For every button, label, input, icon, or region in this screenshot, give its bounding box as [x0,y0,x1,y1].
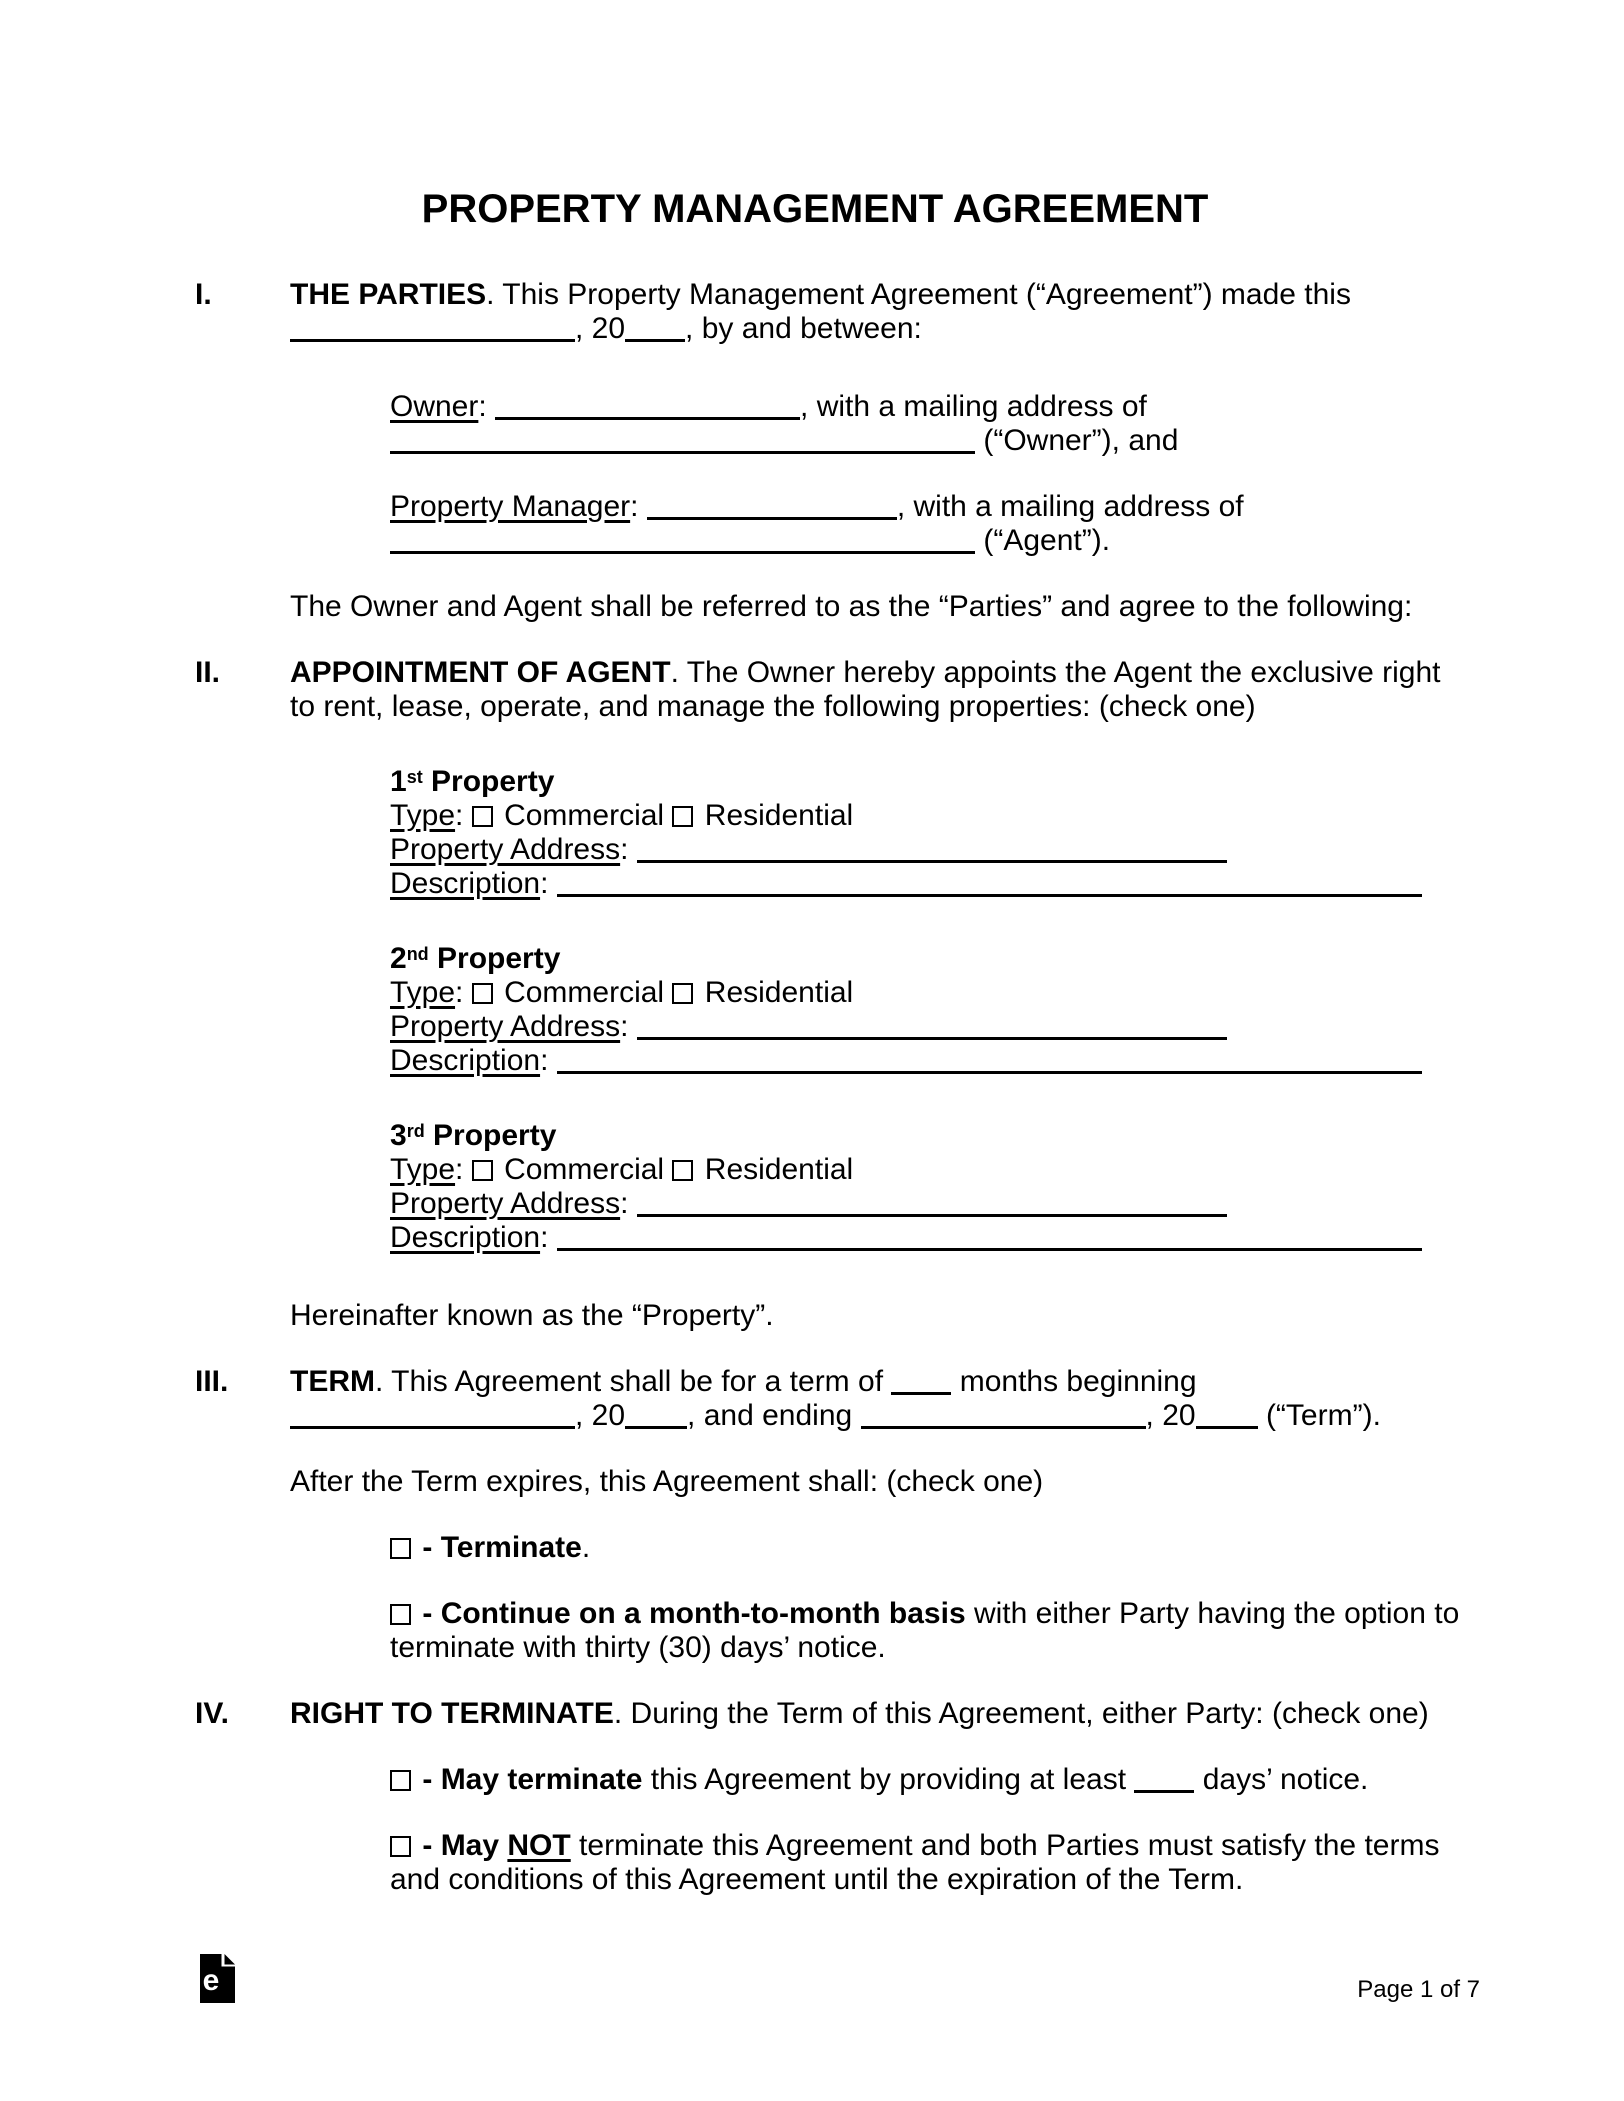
type-colon: : [455,976,464,1010]
property-3-block [390,1114,1435,1255]
residential-label: Residential [704,1153,854,1187]
section-term [195,1365,1460,1697]
property-2-number: 2 [390,942,407,976]
property-3-description-blank[interactable] [557,1230,1422,1251]
continue-option-line2: terminate with thirty (30) days’ notice. [390,1631,886,1665]
property-3-description-line [390,1221,1435,1255]
terminate-option-label: Terminate [440,1531,582,1565]
appointment-lead-line1: . The Owner hereby appoints the Agent the exclusive right [670,656,1441,689]
property-3-word: Property [424,1119,557,1153]
owner-cite-text: (“Owner”), and [975,424,1179,457]
page-number-label: Page 1 of 7 [1357,1976,1480,2003]
agreement-year-blank[interactable] [625,321,685,342]
may-terminate-option [390,1763,1435,1797]
term-end-comma-20: , 20 [1145,1399,1196,1433]
terminate-dash: - [422,1531,433,1565]
owner-label: Owner [390,390,479,423]
property-2-address-line [390,1010,1435,1044]
term-options-block [390,1531,1460,1665]
properties-block [390,760,1435,1255]
property-3-number: 3 [390,1119,407,1153]
continue-option [390,1597,1460,1665]
description-label: Description [390,1221,541,1255]
address-colon: : [620,1187,629,1221]
eforms-logo-icon [200,1954,235,2003]
after-term-line: After the Term expires, this Agreement shall: (check one) [290,1465,1044,1499]
may-not-label-not: NOT [507,1829,571,1863]
type-label: Type [390,976,456,1010]
property-1-description-blank[interactable] [557,876,1422,897]
property-2-description-line [390,1044,1435,1078]
description-colon: : [540,867,549,901]
appointment-lead-line2: to rent, lease, operate, and manage the following properties: (check one) [290,690,1256,723]
property-1-description-line [390,867,1435,901]
term-heading: TERM [290,1365,375,1399]
section-numeral-4: IV. [195,1697,229,1731]
address-colon: : [620,833,629,867]
term-months-text: months beginning [959,1365,1197,1399]
section-body-3 [290,1365,1460,1697]
property-2-commercial-checkbox[interactable] [472,983,493,1004]
property-2-ordinal-suffix: nd [406,944,429,965]
terminate-checkbox[interactable] [390,1538,411,1559]
owner-address-blank[interactable] [390,433,975,454]
section-the-parties [195,278,1435,656]
document-content [195,186,1460,1929]
property-address-label: Property Address [390,1187,621,1221]
property-1-ordinal-suffix: st [406,767,423,787]
property-2-block [390,937,1435,1078]
property-2-residential-checkbox[interactable] [672,983,693,1004]
property-address-label: Property Address [390,833,621,867]
may-terminate-checkbox[interactable] [390,1770,411,1791]
right-to-terminate-options [390,1763,1440,1897]
parties-lead-text: . This Property Management Agreement (“Agreement”) made this [486,278,1351,311]
hereinafter-line: Hereinafter known as the “Property”. [290,1299,774,1333]
property-1-address-blank[interactable] [637,842,1227,863]
commercial-label: Commercial [504,976,665,1010]
residential-label: Residential [704,976,854,1010]
owner-mailing-text: , with a mailing address of [800,390,1147,423]
property-1-residential-checkbox[interactable] [672,806,693,827]
appointment-intro-paragraph [290,656,1441,724]
type-label: Type [390,799,456,833]
property-address-label: Property Address [390,1010,621,1044]
logo-letter: e [202,1964,220,1997]
property-manager-label: Property Manager [390,490,631,523]
property-1-word: Property [422,765,555,799]
parties-intro-paragraph [290,278,1435,346]
commercial-label: Commercial [504,1153,665,1187]
term-intro-paragraph [290,1365,1435,1433]
property-manager-paragraph [390,490,1435,558]
type-colon: : [455,1153,464,1187]
property-1-number: 1 [390,765,407,799]
may-terminate-label: May terminate [440,1763,643,1797]
may-terminate-mid: this Agreement by providing at least [642,1763,1127,1797]
property-1-commercial-checkbox[interactable] [472,806,493,827]
property-3-ordinal-suffix: rd [406,1121,425,1142]
commercial-label: Commercial [504,799,665,833]
terminate-period: . [581,1531,591,1565]
may-not-rest-line1: terminate this Agreement and both Parties must satisfy the terms [570,1829,1440,1863]
continue-dash: - [422,1597,433,1631]
term-end-date-blank[interactable] [861,1408,1146,1429]
owner-paragraph [390,390,1435,458]
document-title: PROPERTY MANAGEMENT AGREEMENT [421,187,1209,231]
property-3-residential-checkbox[interactable] [672,1160,693,1181]
pm-name-blank[interactable] [647,499,897,520]
property-3-address-line [390,1187,1435,1221]
parties-between-text: , by and between: [685,312,922,345]
pm-colon: : [630,490,639,523]
residential-label: Residential [704,799,854,833]
section-numeral-1: I. [195,278,212,311]
term-and-ending-text: , and ending [687,1399,853,1433]
parties-agree-line: The Owner and Agent shall be referred to as the “Parties” and agree to the following: [290,590,1413,623]
property-3-heading [390,1114,1435,1153]
continue-checkbox[interactable] [390,1604,411,1625]
property-2-address-blank[interactable] [637,1019,1227,1040]
owner-name-blank[interactable] [495,399,800,420]
right-to-terminate-intro [290,1697,1435,1731]
type-colon: : [455,799,464,833]
property-2-description-blank[interactable] [557,1053,1422,1074]
description-label: Description [390,1044,541,1078]
continue-option-label: Continue on a month-to-month basis [440,1597,966,1631]
may-terminate-dash: - [422,1763,433,1797]
property-1-heading [390,760,1435,799]
comma-20-text: , 20 [575,312,626,345]
description-label: Description [390,867,541,901]
may-not-terminate-checkbox[interactable] [390,1836,411,1857]
continue-option-rest: with either Party having the option to [965,1597,1460,1631]
property-1-type-line [390,799,1435,833]
property-3-address-blank[interactable] [637,1196,1227,1217]
section-body-4 [290,1697,1440,1929]
section-right-to-terminate [195,1697,1440,1929]
property-1-address-line [390,833,1435,867]
term-lead-text: . This Agreement shall be for a term of [375,1365,884,1399]
may-not-label-may: May [440,1829,500,1863]
term-end-year-blank[interactable] [1196,1408,1258,1429]
owner-colon: : [478,390,487,423]
section-body-1 [290,278,1435,656]
property-3-commercial-checkbox[interactable] [472,1160,493,1181]
property-2-heading [390,937,1435,976]
property-2-word: Property [428,942,561,976]
term-months-blank[interactable] [891,1374,951,1395]
term-begin-date-blank[interactable] [290,1408,575,1429]
description-colon: : [540,1221,549,1255]
parties-heading: THE PARTIES [290,278,487,311]
may-not-rest-line2: and conditions of this Agreement until the expiration of the Term. [390,1863,1244,1897]
terminate-days-blank[interactable] [1134,1772,1194,1793]
may-not-dash: - [422,1829,433,1863]
appointment-heading: APPOINTMENT OF AGENT [290,656,671,689]
address-colon: : [620,1010,629,1044]
right-to-terminate-lead: . During the Term of this Agreement, either Party: (check one) [613,1697,1429,1731]
section-body-2 [290,656,1441,1365]
pm-address-blank[interactable] [390,533,975,554]
section-appointment-of-agent [195,656,1441,1365]
term-cite-text: (“Term”). [1265,1399,1381,1433]
property-2-type-line [390,976,1435,1010]
section-numeral-2: II. [195,656,221,689]
agreement-day-blank[interactable] [290,321,575,342]
term-begin-comma-20: , 20 [575,1399,626,1433]
right-to-terminate-heading: RIGHT TO TERMINATE [290,1697,614,1731]
may-not-terminate-option [390,1829,1440,1897]
description-colon: : [540,1044,549,1078]
pm-mailing-text: , with a mailing address of [896,490,1244,523]
may-terminate-tail: days’ notice. [1202,1763,1369,1797]
property-3-type-line [390,1153,1435,1187]
parties-indent-block [390,390,1435,558]
type-label: Type [390,1153,456,1187]
pm-cite-text: (“Agent”). [975,524,1111,557]
terminate-option [390,1531,1435,1565]
property-1-block [390,760,1435,901]
term-begin-year-blank[interactable] [625,1408,687,1429]
section-numeral-3: III. [195,1365,229,1399]
